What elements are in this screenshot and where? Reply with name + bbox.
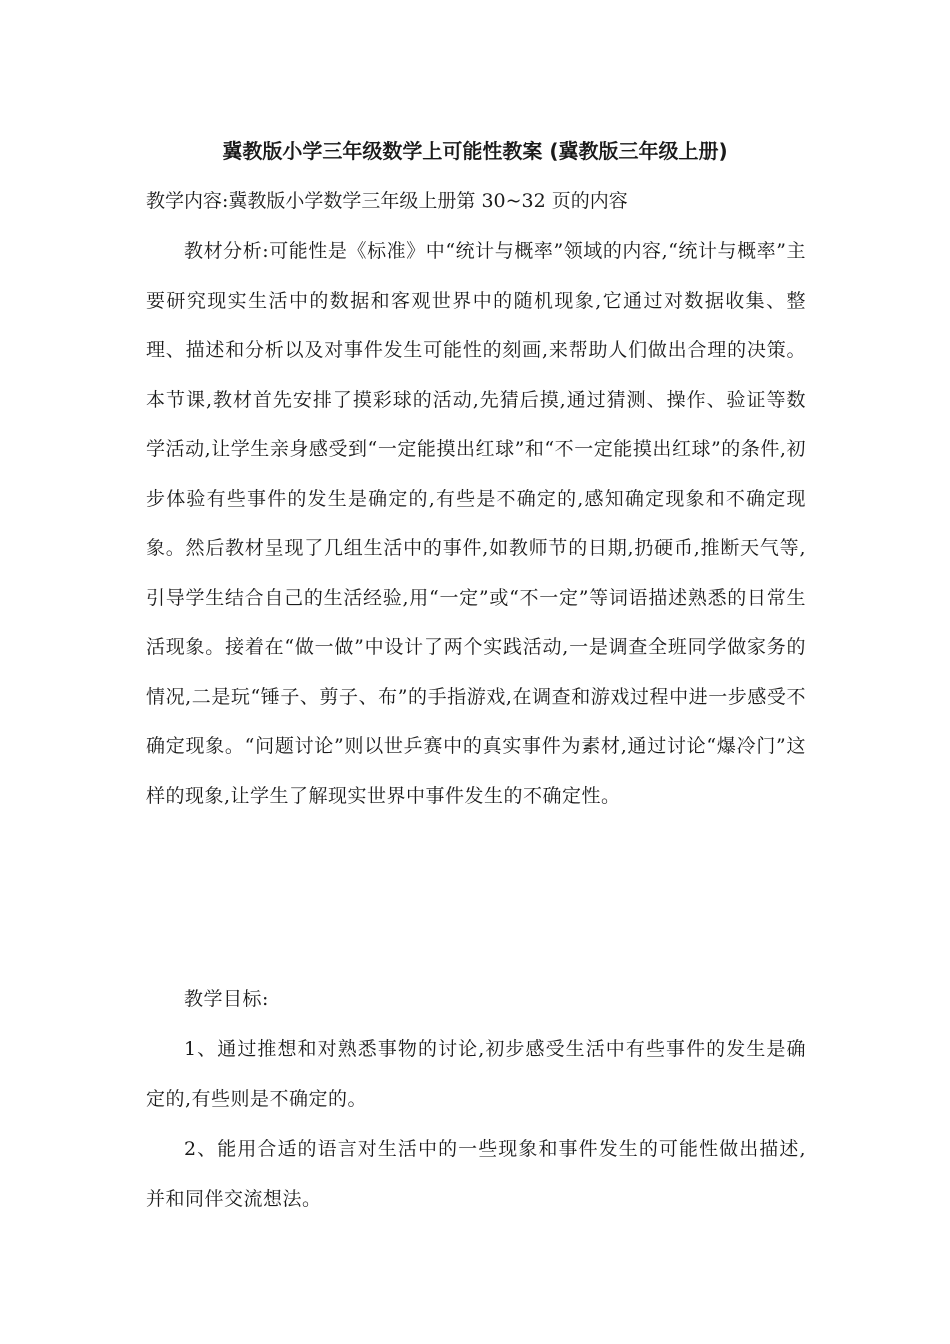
teaching-goal-item: 2、能用合适的语言对生活中的一些现象和事件发生的可能性做出描述,并和同伴交流想法。 [146,1138,806,1210]
document-title: 冀教版小学三年级数学上可能性教案 (冀教版三年级上册) [222,139,728,163]
teaching-content-line: 教学内容:冀教版小学数学三年级上册第 30~32 页的内容 [146,190,628,212]
teaching-goals-heading: 教学目标: [184,988,269,1010]
textbook-analysis-paragraph: 教材分析:可能性是《标准》中“统计与概率”领域的内容,“统计与概率”主要研究现实生活中的数据和客观世界中的随机现象,它通过对数据收集、整理、描述和分析以及对事件发生可能性的刻画,来帮助人们做出合理的决策。本节课,教材首先安排了摸彩球的活动,先猜后摸,通过猜测、操作、验证等数学活动,让学生亲身感受到“一定能摸出红球”和“不一定能摸出红球”的条件,初步体验有些事件的发生是确定的,有些是不确定的,感知确定现象和不确定现象。然后教材呈现了几组生活中的事件,如教师节的日期,扔硬币,推断天气等,引导学生结合自己的生活经验,用“一定”或“不一定”等词语描述熟悉的日常生活现象。接着在“做一做”中设计了两个实践活动,一是调查全班同学做家务的情况,二是玩“锤子、剪子、布”的手指游戏,在调查和游戏过程中进一步感受不确定现象。“问题讨论”则以世乒赛中的真实事件为素材,通过讨论“爆冷门”这样的现象,让学生了解现实世界中事件发生的不确定性。 [146,240,806,807]
teaching-goal-item: 1、通过推想和对熟悉事物的讨论,初步感受生活中有些事件的发生是确定的,有些则是不确定的。 [146,1038,806,1110]
